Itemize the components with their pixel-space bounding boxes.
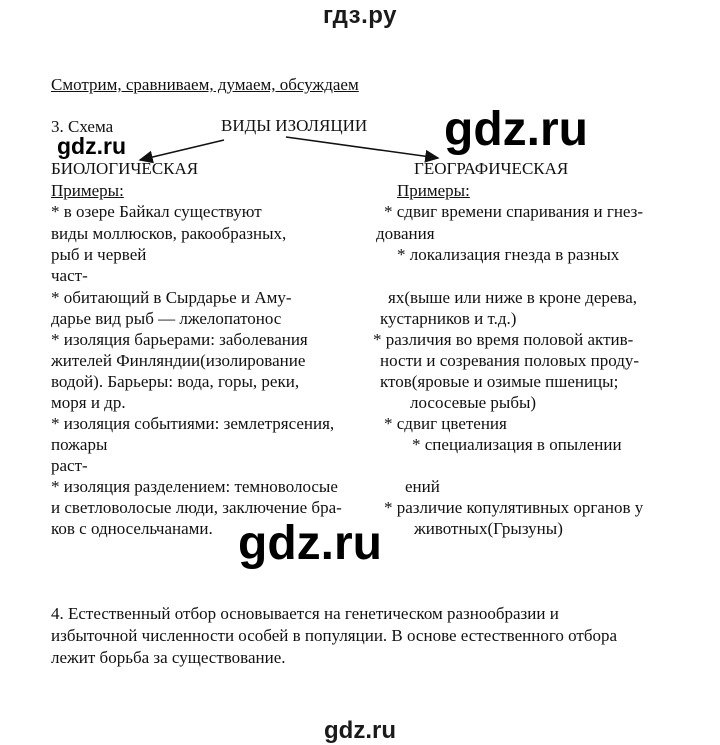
left-line: * в озере Байкал существуют — [51, 202, 262, 221]
right-line: дования — [376, 224, 435, 243]
right-line: * специализация в опылении — [412, 435, 622, 454]
arrow-to-biological — [140, 140, 224, 160]
right-heading: ГЕОГРАФИЧЕСКАЯ — [414, 159, 569, 178]
right-line: * различия во время половой актив- — [373, 330, 634, 349]
right-line: кустарников и т.д.) — [380, 309, 517, 328]
right-line: * сдвиг цветения — [384, 414, 507, 433]
section-title: Смотрим, сравниваем, думаем, обсуждаем — [51, 75, 359, 94]
left-line: * изоляция разделением: темноволосые — [51, 477, 338, 496]
left-line: * изоляция событиями: землетрясения, — [51, 414, 335, 433]
item4-line: 4. Естественный отбор основывается на генетическом разнообразии и — [51, 604, 559, 623]
left-line: рыб и червей — [51, 245, 147, 264]
item4-line: лежит борьба за существование. — [51, 648, 286, 667]
right-line: * локализация гнезда в разных — [397, 245, 620, 264]
left-line: ков с односельчанами. — [51, 519, 213, 538]
right-examples-label: Примеры: — [397, 181, 470, 200]
left-line: виды моллюсков, ракообразных, — [51, 224, 287, 243]
watermark-top-right: gdz.ru — [444, 103, 588, 156]
right-line: * сдвиг времени спаривания и гнез- — [384, 202, 644, 221]
left-line: част- — [51, 266, 88, 285]
left-line: * обитающий в Сырдарье и Аму- — [51, 288, 292, 307]
right-line: ений — [405, 477, 440, 496]
left-line: и светловолосые люди, заключение бра- — [51, 498, 342, 517]
scheme-title: ВИДЫ ИЗОЛЯЦИИ — [221, 116, 368, 135]
left-line: пожары — [51, 435, 108, 454]
right-line: ности и созревания половых проду- — [380, 351, 640, 370]
left-line: раст- — [51, 456, 88, 475]
right-line: ктов(яровые и озимые пшеницы; — [380, 372, 619, 391]
site-header-title: гдз.ру — [323, 2, 397, 29]
left-line: дарье вид рыб — лжелопатонос — [51, 309, 282, 328]
arrow-to-geographic — [286, 137, 438, 158]
left-heading: БИОЛОГИЧЕСКАЯ — [51, 159, 199, 178]
left-line: моря и др. — [51, 393, 126, 412]
left-line: жителей Финляндии(изолирование — [51, 351, 306, 370]
right-line: ях(выше или ниже в кроне дерева, — [388, 288, 638, 307]
watermark-center: gdz.ru — [238, 517, 382, 570]
watermark-top-left: gdz.ru — [57, 133, 126, 159]
left-line: * изоляция барьерами: заболевания — [51, 330, 308, 349]
item4-line: избыточной численности особей в популяции. В основе естественного отбора — [51, 626, 618, 645]
right-line: * различие копулятивных органов у — [384, 498, 644, 517]
right-line: животных(Грызуны) — [414, 519, 563, 538]
left-line: водой). Барьеры: вода, горы, реки, — [51, 372, 300, 391]
left-examples-label: Примеры: — [51, 181, 124, 200]
scheme-number-label: 3. Схема — [51, 117, 114, 136]
right-line: лососевые рыбы) — [410, 393, 537, 412]
site-footer-title: gdz.ru — [324, 717, 396, 744]
